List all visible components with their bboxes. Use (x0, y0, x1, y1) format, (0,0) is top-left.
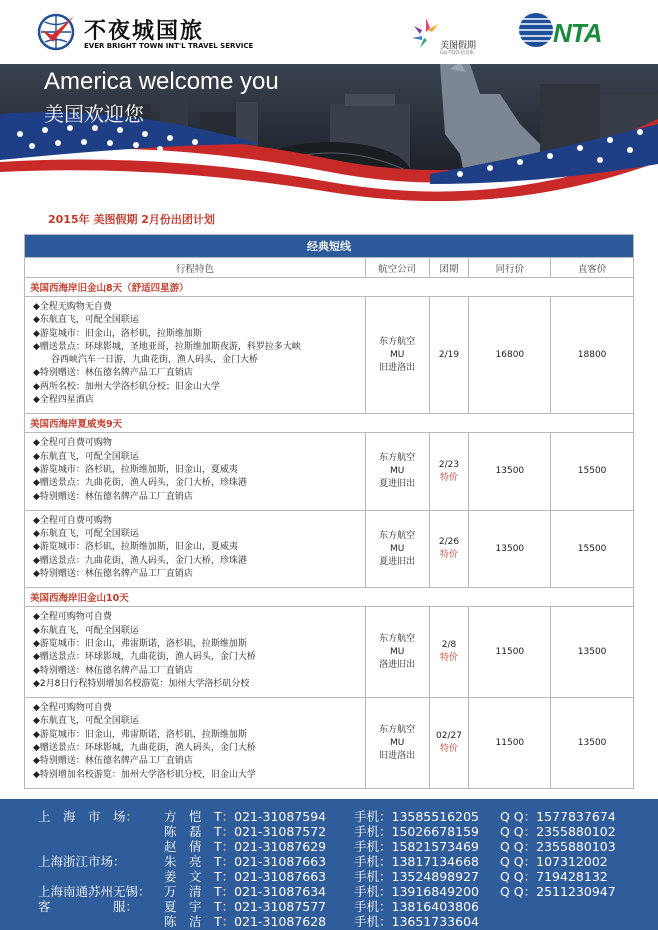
feature-line: ◆全程可自费可购物 (33, 438, 112, 449)
airline-name: 东方航空 (379, 633, 416, 644)
route-title: 美国西海岸旧金山10天 (25, 588, 634, 607)
contact-name: 夏 宇 (164, 899, 202, 914)
feature-line: ◆东航直飞，可配全国联运 (33, 315, 139, 326)
retail-price-cell: 15500 (551, 510, 634, 587)
contact-name: 万 清 (164, 884, 202, 899)
feature-line: ◆赠送景点：环球影城，九曲花街，渔人码头，金门大桥 (33, 743, 256, 754)
column-header-row (25, 258, 634, 278)
departure-date: 2/23 (438, 459, 460, 470)
contact-qq: Q Q：719428132 (500, 869, 608, 884)
features-cell (25, 510, 366, 587)
company-logo-cn: 不夜城国旅 (84, 19, 205, 44)
contact-mobile: 手机：13524898927 (354, 869, 479, 884)
departure-date: 2/8 (441, 640, 457, 651)
table-row (25, 433, 634, 510)
column-header-features: 行程特色 (25, 258, 366, 278)
airline-name: 东方航空 (379, 530, 416, 541)
column-header-peer-price: 同行价 (469, 258, 551, 278)
peer-price-cell: 11500 (469, 698, 551, 789)
feature-line: ◆全程可自费可购物 (33, 515, 112, 526)
feature-line: ◆两所名校：加州大学洛杉矶分校；旧金山大学 (33, 381, 220, 392)
feature-line: ◆赠送景点：九曲花街，渔人码头，金门大桥，珍珠港 (33, 478, 247, 489)
date-cell (429, 510, 469, 587)
contact-qq: Q Q：1577837674 (500, 809, 616, 824)
feature-line: ◆特别赠送：林伍德名牌产品工厂直销店 (33, 368, 193, 379)
peer-price-cell: 13500 (469, 510, 551, 587)
contact-tel: T：021-31087572 (214, 824, 327, 839)
airline-code: MU (389, 349, 405, 360)
table-row (25, 297, 634, 414)
feature-line: ◆东航直飞，可配全国联运 (33, 451, 139, 462)
feature-line: ◆全程可购物可自费 (33, 703, 112, 714)
banner-title-en: America welcome you (44, 68, 279, 95)
airline-route: 旧进洛出 (379, 362, 416, 373)
feature-line: ◆游览城市：洛杉矶，拉斯维加斯，旧金山，夏威夷 (33, 464, 238, 475)
features-cell (25, 297, 366, 414)
route-title: 美国西海岸旧金山8天（舒适四星游） (25, 278, 634, 297)
section-header-row (25, 235, 634, 258)
feature-line: ◆游览城市：洛杉矶，拉斯维加斯，旧金山，夏威夷 (33, 542, 238, 553)
column-header-retail-price: 直客价 (551, 258, 634, 278)
feature-line: ◆全程四星酒店 (33, 395, 94, 406)
feature-line: ◆赠送景点：环球影城，圣地亚哥，拉斯维加斯夜游，科罗拉多大峡 (33, 341, 301, 352)
features-cell (25, 607, 366, 698)
contact-mobile: 手机：15821573469 (354, 839, 479, 854)
table-row (25, 510, 634, 587)
contact-name: 赵 倩 (164, 839, 202, 854)
contact-name: 陈 洁 (164, 914, 202, 929)
retail-price-cell: 13500 (551, 607, 634, 698)
contact-mobile: 手机：13651733604 (354, 914, 479, 929)
contact-region: 客 服： (38, 899, 139, 914)
nta-globe-icon (516, 10, 556, 50)
contact-qq: Q Q：107312002 (500, 854, 608, 869)
features-cell (25, 698, 366, 789)
feature-line: ◆东航直飞，可配全国联运 (33, 625, 139, 636)
contact-region: 上 海 市 场： (38, 809, 139, 824)
feature-line: ◆全程无购物无自费 (33, 302, 112, 312)
route-title: 美国西海岸夏威夷9天 (25, 414, 634, 433)
date-cell (429, 607, 469, 698)
special-price-badge: 特价 (439, 472, 458, 483)
contact-qq: Q Q：2355880103 (500, 839, 616, 854)
feature-line: ◆游览城市：旧金山，弗雷斯诺，洛杉矶，拉斯维加斯 (33, 638, 247, 649)
table-row (25, 607, 634, 698)
departure-date: 2/19 (438, 349, 460, 360)
airline-route: 夏进旧出 (379, 479, 416, 490)
contact-name: 姜 文 (164, 869, 202, 884)
special-price-badge: 特价 (439, 744, 458, 755)
date-cell (429, 698, 469, 789)
airline-code: MU (389, 646, 405, 657)
page-header (0, 0, 658, 64)
retail-price-cell: 13500 (551, 698, 634, 789)
contact-tel: T：021-31087628 (214, 914, 327, 929)
plan-title: 2015年 美图假期 2月份出团计划 (48, 213, 215, 226)
airline-name: 东方航空 (379, 336, 416, 347)
airline-route: 旧进洛出 (379, 750, 416, 761)
contact-mobile: 手机：13916849200 (354, 884, 479, 899)
date-cell (429, 297, 469, 414)
airline-cell (365, 698, 429, 789)
feature-line: ◆全程可购物可自费 (33, 612, 112, 623)
airline-code: MU (389, 466, 405, 477)
departure-date: 2/26 (438, 537, 460, 548)
contact-name: 朱 亮 (164, 854, 202, 869)
contact-name: 陈 磊 (164, 824, 202, 839)
peer-price-cell: 11500 (469, 607, 551, 698)
feature-line: ◆东航直飞，可配全国联运 (33, 716, 139, 727)
airline-cell (365, 607, 429, 698)
route-title-row (25, 278, 634, 297)
contact-tel: T：021-31087663 (214, 869, 327, 884)
column-header-date: 团期 (429, 258, 469, 278)
company-logo-en: EVER BRIGHT TOWN INT'L TRAVEL SERVICE (84, 42, 254, 50)
date-cell (429, 433, 469, 510)
banner-title-cn: 美国欢迎您 (44, 102, 144, 126)
contact-tel: T：021-31087577 (214, 899, 327, 914)
contact-qq: Q Q：2355880102 (500, 824, 616, 839)
contact-footer (0, 799, 658, 930)
hero-banner (0, 64, 658, 202)
feature-line: ◆2月8日行程特别增加名校游览：加州大学洛杉矶分校 (33, 678, 250, 689)
airline-code: MU (389, 737, 405, 748)
contact-mobile: 手机：15026678159 (354, 824, 479, 839)
peer-price-cell: 13500 (469, 433, 551, 510)
feature-line: ◆赠送景点：九曲花街，渔人码头，金门大桥，珍珠港 (33, 555, 247, 566)
airline-name: 东方航空 (379, 724, 416, 735)
contact-region: 上海南通苏州无锡： (38, 884, 151, 899)
feature-line: ◆游览城市：旧金山，弗雷斯诺，洛杉矶，拉斯维加斯 (33, 729, 247, 740)
peer-price-cell: 16800 (469, 297, 551, 414)
airline-route: 夏进旧出 (379, 556, 416, 567)
feature-line: ◆特别赠送：林伍德名牌产品工厂直销店 (33, 665, 193, 676)
contact-mobile: 手机：13816403806 (354, 899, 479, 914)
contact-name: 方 恺 (164, 809, 202, 824)
retail-price-cell: 15500 (551, 433, 634, 510)
contact-mobile: 手机：13817134668 (354, 854, 479, 869)
nta-logo-text: NTA (553, 18, 602, 48)
airline-cell (365, 297, 429, 414)
contact-qq: Q Q：2511230947 (500, 884, 616, 899)
feature-line: ◆特别赠送：林伍德名牌产品工厂直销店 (33, 756, 193, 767)
special-price-badge: 特价 (439, 550, 458, 561)
globe-check-logo-icon (36, 12, 76, 52)
contact-region: 上海浙江市场： (38, 854, 126, 869)
contact-mobile: 手机：13585516205 (354, 809, 479, 824)
feature-line: ◆特别赠送：林伍德名牌产品工厂直销店 (33, 491, 193, 502)
feature-line: ◆游览城市：旧金山，洛杉矶，拉斯维加斯 (33, 328, 202, 339)
airline-route: 洛进旧出 (379, 659, 416, 670)
column-header-airline: 航空公司 (365, 258, 429, 278)
retail-price-cell: 18800 (551, 297, 634, 414)
section-title: 经典短线 (25, 235, 634, 258)
departure-date: 02/27 (436, 731, 462, 742)
table-row (25, 698, 634, 789)
partner-logo-cn: 美图假期 (440, 41, 477, 51)
feature-line: ◆特别赠送：林伍德名牌产品工厂直销店 (33, 569, 193, 580)
feature-line: ◆东航直飞，可配全国联运 (33, 529, 139, 540)
contact-tel: T：021-31087634 (214, 884, 327, 899)
airline-code: MU (389, 543, 405, 554)
route-title-row (25, 588, 634, 607)
features-cell (25, 433, 366, 510)
feature-line: ◆赠送景点：环球影城，九曲花街，渔人码头，金门大桥 (33, 652, 256, 663)
tour-schedule-table (24, 234, 634, 789)
feature-line: 谷西峡汽车一日游，九曲花街，渔人码头，金门大桥 (33, 355, 259, 366)
airline-cell (365, 433, 429, 510)
contact-tel: T：021-31087594 (214, 809, 327, 824)
route-title-row (25, 414, 634, 433)
partner-logo-sub: Go-TOO美国系 (440, 50, 475, 56)
contact-tel: T：021-31087629 (214, 839, 327, 854)
special-price-badge: 特价 (439, 653, 458, 664)
airline-cell (365, 510, 429, 587)
contact-tel: T：021-31087663 (214, 854, 327, 869)
airline-name: 东方航空 (379, 453, 416, 464)
feature-line: ◆特别增加名校游览：加州大学洛杉矶分校，旧金山大学 (33, 769, 256, 780)
